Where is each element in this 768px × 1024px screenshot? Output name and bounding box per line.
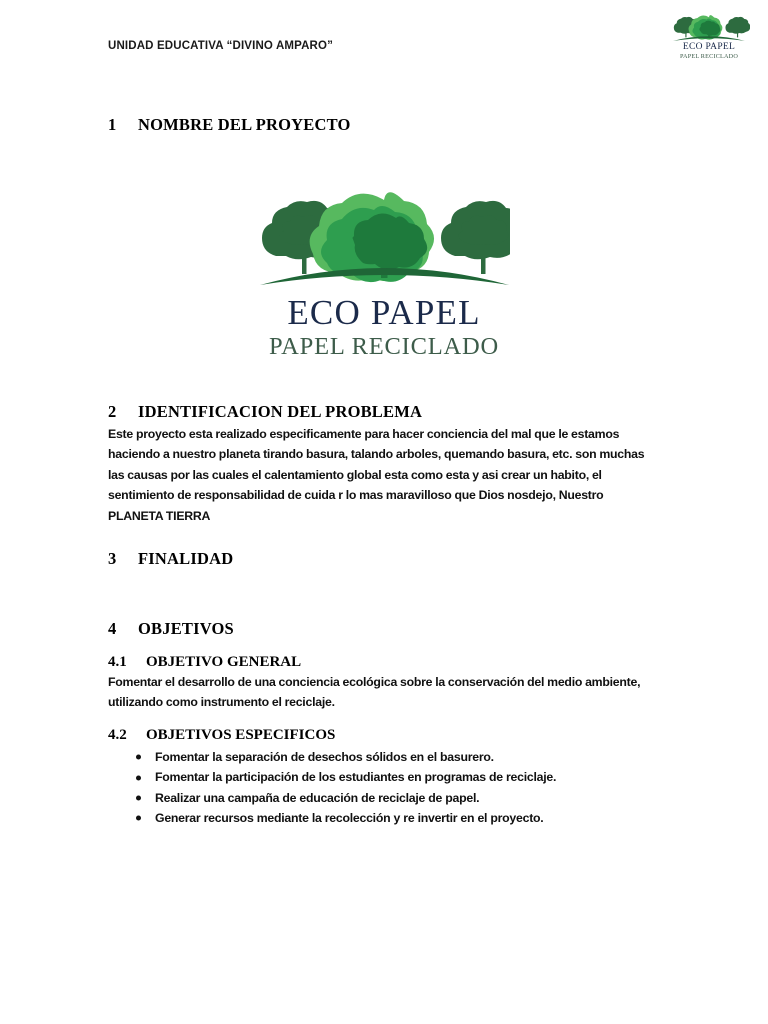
heading-section-2 <box>108 402 422 422</box>
subsection-4-2-number: 4.2 <box>108 727 127 743</box>
logo-wordmark: ECO PAPEL <box>287 293 481 332</box>
list-item-label: Fomentar la participación de los estudiantes en programas de reciclaje. <box>155 770 557 785</box>
list-item <box>108 767 657 787</box>
section-4-title: OBJETIVOS <box>138 619 234 638</box>
list-item <box>108 747 657 767</box>
bullet-dot-icon <box>136 755 141 760</box>
section-1-number: 1 <box>108 115 117 134</box>
heading-subsection-4-1 <box>108 654 301 671</box>
heading-section-3 <box>108 549 233 569</box>
list-item <box>108 788 657 808</box>
list-item-label: Fomentar la separación de desechos sólidos en el basurero. <box>155 750 494 764</box>
bullet-dot-icon <box>136 816 141 821</box>
subsection-4-1-title: OBJETIVO GENERAL <box>146 654 302 670</box>
logo-trees-icon <box>258 180 510 292</box>
subsection-4-2-title: OBJETIVOS ESPECIFICOS <box>146 727 336 743</box>
header-logo-wordmark: ECO PAPEL <box>682 42 736 52</box>
header-trees-svg <box>668 12 750 42</box>
right-tree-icon <box>441 201 510 274</box>
section-1-title: NOMBRE DEL PROYECTO <box>138 115 351 134</box>
list-item-label: Realizar una campaña de educación de reciclaje de papel. <box>155 790 480 805</box>
subsection-4-1-body: Fomentar el desarrollo de una conciencia ecológica sobre la conservación del medio ambiente, utilizando como instrumento el reciclaje. <box>108 675 641 710</box>
header-eco-papel-logo <box>668 12 750 66</box>
section-2-title: IDENTIFICACION DEL PROBLEMA <box>138 402 423 421</box>
header-logo-tagline: PAPEL RECICLADO <box>679 53 739 60</box>
bullet-dot-icon <box>136 795 141 800</box>
objetivos-especificos-list <box>108 747 657 829</box>
section-4-number: 4 <box>108 619 117 638</box>
section-3-title: FINALIDAD <box>138 549 234 568</box>
subsection-4-1-number: 4.1 <box>108 654 127 670</box>
bullet-dot-icon <box>136 775 141 780</box>
section-2-number: 2 <box>108 402 117 421</box>
list-item <box>108 808 657 828</box>
heading-section-4 <box>108 619 234 639</box>
document-header <box>0 0 768 86</box>
eco-papel-logo <box>258 180 510 360</box>
heading-section-1 <box>108 115 351 135</box>
institution-name: UNIDAD EDUCATIVA “DIVINO AMPARO” <box>108 40 334 52</box>
header-logo-trees-icon <box>668 12 750 42</box>
logo-tagline: PAPEL RECICLADO <box>268 333 500 360</box>
heading-subsection-4-2 <box>108 727 335 744</box>
section-2-body: Este proyecto esta realizado especificamente para hacer conciencia del mal que le estamos haciendo a nuestro planeta tirando basura, talando arboles, quemando basura, etc. son muchas las causas por las cuales el calentamiento global esta como esta y asi crear un habito, el sentimiento de responsabilidad de cuida r lo mas maravilloso que Dios nosdejo, Nuestro PLANETA TIERRA <box>108 427 645 523</box>
logo-trees-svg <box>258 180 510 292</box>
list-item-label: Generar recursos mediante la recolección y re invertir en el proyecto. <box>155 811 544 826</box>
section-3-number: 3 <box>108 549 117 568</box>
